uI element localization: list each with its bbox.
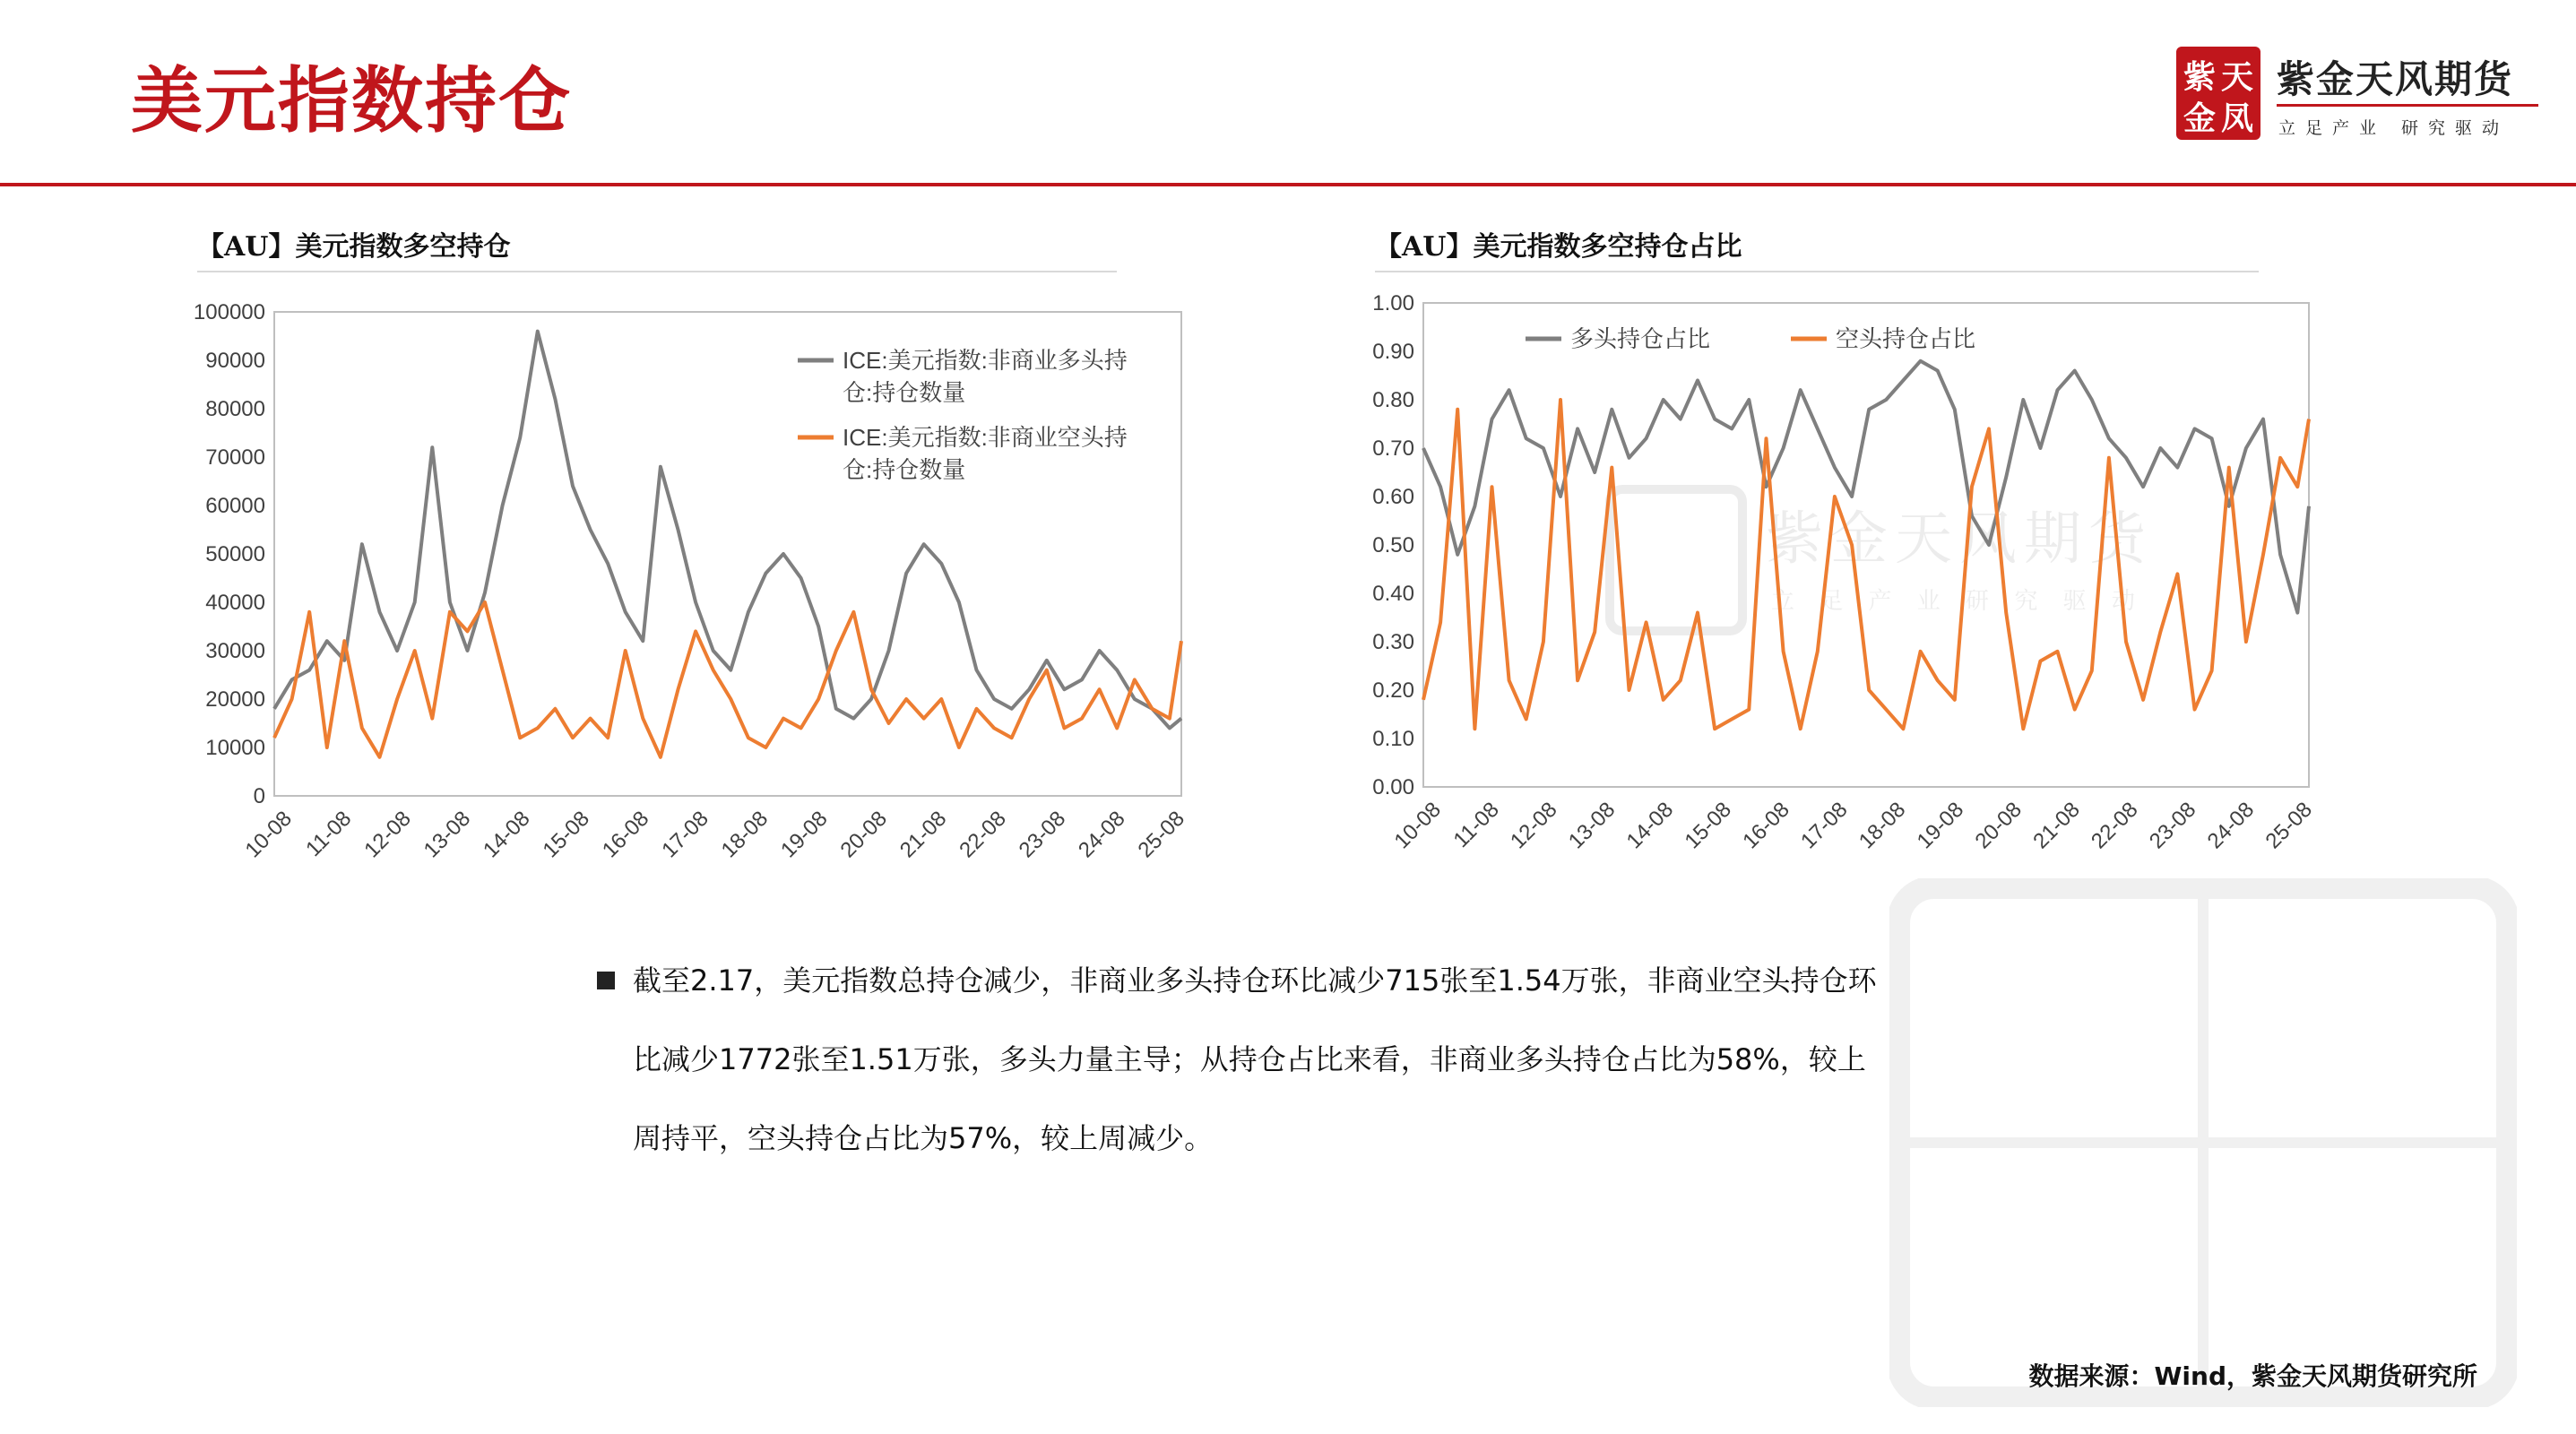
- right-chart-title-rule: [1375, 271, 2259, 272]
- right-chart-x-tick-label: 18-08: [1854, 797, 1911, 854]
- logo-company-name: 紫金天风期货: [2277, 57, 2514, 101]
- company-logo: [2176, 47, 2553, 140]
- left-chart-y-tick-label: 40000: [205, 591, 265, 615]
- left-chart-y-tick-label: 10000: [205, 736, 265, 760]
- right-chart-x-tick-label: 21-08: [2028, 797, 2085, 854]
- right-chart-x-tick-label: 17-08: [1796, 797, 1853, 854]
- left-chart-title-rule: [197, 271, 1117, 272]
- right-chart-title: 【AU】美元指数多空持仓占比: [1375, 231, 1742, 263]
- left-chart-x-tick-label: 20-08: [835, 806, 892, 863]
- left-chart-x-tick-label: 15-08: [538, 806, 594, 863]
- left-chart-x-tick-label: 19-08: [776, 806, 833, 863]
- left-chart-y-tick-label: 0: [253, 784, 265, 808]
- left-chart-y-tick-label: 50000: [205, 542, 265, 566]
- watermark-slogan: 立 足 产 业 研 究 驱 动: [1771, 588, 2144, 615]
- left-chart-svg: [152, 287, 1201, 896]
- left-chart-x-tick-label: 22-08: [955, 806, 1011, 863]
- left-chart-x-tick-label: 17-08: [657, 806, 713, 863]
- right-chart-x-tick-label: 23-08: [2144, 797, 2201, 854]
- page-title: 美元指数持仓: [131, 58, 572, 143]
- title-divider: [0, 183, 2576, 186]
- left-chart-x-tick-label: 13-08: [419, 806, 476, 863]
- left-chart-y-tick-label: 80000: [205, 397, 265, 421]
- left-chart-plot-frame: [274, 312, 1181, 796]
- right-chart-y-tick-label: 0.60: [1372, 485, 1414, 509]
- right-chart-plot-frame: [1423, 303, 2309, 787]
- right-chart-x-tick-label: 12-08: [1506, 797, 1562, 854]
- left-chart-x-tick-label: 16-08: [597, 806, 654, 863]
- right-chart-svg: [1344, 287, 2330, 896]
- logo-slogan: 立足产业 研究驱动: [2278, 118, 2510, 138]
- right-chart-y-tick-label: 0.70: [1372, 436, 1414, 461]
- logo-seal: [2176, 47, 2260, 140]
- left-chart-legend-label: 仓:持仓数量: [843, 379, 966, 406]
- right-chart-x-tick-label: 14-08: [1621, 797, 1679, 854]
- left-chart-legend-label: ICE:美元指数:非商业空头持: [843, 424, 1128, 451]
- right-chart-legend-label: 多头持仓占比: [1570, 325, 1711, 352]
- right-chart-y-tick-label: 0.30: [1372, 630, 1414, 654]
- right-chart-x-tick-label: 13-08: [1563, 797, 1621, 854]
- right-chart-y-tick-label: 0.20: [1372, 678, 1414, 703]
- left-chart-x-tick-label: 23-08: [1014, 806, 1071, 863]
- left-chart-x-tick-label: 14-08: [479, 806, 535, 863]
- right-chart-x-tick-label: 10-08: [1389, 797, 1446, 854]
- left-chart-x-tick-label: 21-08: [895, 806, 952, 863]
- right-chart-x-tick-label: 19-08: [1912, 797, 1969, 854]
- left-chart-x-tick-label: 24-08: [1074, 806, 1130, 863]
- right-chart-x-tick-label: 25-08: [2260, 797, 2317, 854]
- right-chart-y-tick-label: 0.10: [1372, 727, 1414, 751]
- summary-text: 截至2.17，美元指数总持仓减少，非商业多头持仓环比减少715张至1.54万张，非商业空头持仓环比减少1772张至1.51万张，多头力量主导；从持仓占比来看，非商业多头持仓占比为58%，较上周持平，空头持仓占比为57%，较上周减少。: [633, 963, 1877, 1155]
- watermark-seal-large: [1889, 878, 2517, 1407]
- left-chart-legend-label: ICE:美元指数:非商业多头持: [843, 347, 1128, 374]
- left-chart-y-tick-label: 90000: [205, 349, 265, 373]
- left-chart-y-tick-label: 20000: [205, 687, 265, 712]
- right-chart-x-tick-label: 16-08: [1738, 797, 1794, 854]
- watermark-name: 紫金天风期货: [1766, 506, 2153, 573]
- left-chart-y-tick-label: 60000: [205, 494, 265, 518]
- logo-underline: [2277, 104, 2538, 107]
- left-chart-x-tick-label: 10-08: [240, 806, 297, 863]
- right-chart-x-tick-label: 24-08: [2202, 797, 2260, 854]
- left-chart-x-tick-label: 25-08: [1133, 806, 1189, 863]
- data-source: 数据来源：Wind，紫金天风期货研究所: [2028, 1361, 2477, 1391]
- right-chart-x-tick-label: 11-08: [1448, 797, 1504, 853]
- bullet-square-icon: [597, 972, 615, 989]
- right-chart-y-tick-label: 1.00: [1372, 291, 1414, 315]
- right-chart-x-tick-label: 15-08: [1680, 797, 1736, 854]
- right-chart-y-tick-label: 0.00: [1372, 775, 1414, 799]
- left-chart-title: 【AU】美元指数多空持仓: [197, 231, 511, 263]
- right-chart-series-line-1: [1423, 400, 2309, 729]
- right-chart-y-tick-label: 0.90: [1372, 340, 1414, 364]
- seal-char: 紫: [2183, 58, 2217, 96]
- seal-char: 凤: [2221, 99, 2254, 137]
- right-chart-x-tick-label: 22-08: [2087, 797, 2143, 854]
- seal-char: 金: [2183, 99, 2217, 137]
- left-chart-legend-label: 仓:持仓数量: [843, 456, 966, 483]
- seal-char: 天: [2221, 58, 2254, 96]
- left-chart-series-line-1: [274, 602, 1181, 757]
- left-chart-y-tick-label: 30000: [205, 639, 265, 663]
- right-chart-y-tick-label: 0.50: [1372, 533, 1414, 557]
- left-chart-x-tick-label: 12-08: [359, 806, 416, 863]
- left-chart-series-line-0: [274, 332, 1181, 729]
- right-chart-legend-label: 空头持仓占比: [1836, 325, 1976, 352]
- right-chart-x-tick-label: 20-08: [1970, 797, 2027, 854]
- right-chart-y-tick-label: 0.80: [1372, 388, 1414, 412]
- left-chart-x-tick-label: 11-08: [301, 806, 357, 862]
- right-chart-y-tick-label: 0.40: [1372, 582, 1414, 606]
- left-chart-y-tick-label: 70000: [205, 445, 265, 470]
- left-chart-x-tick-label: 18-08: [716, 806, 774, 863]
- left-chart-y-tick-label: 100000: [193, 300, 265, 324]
